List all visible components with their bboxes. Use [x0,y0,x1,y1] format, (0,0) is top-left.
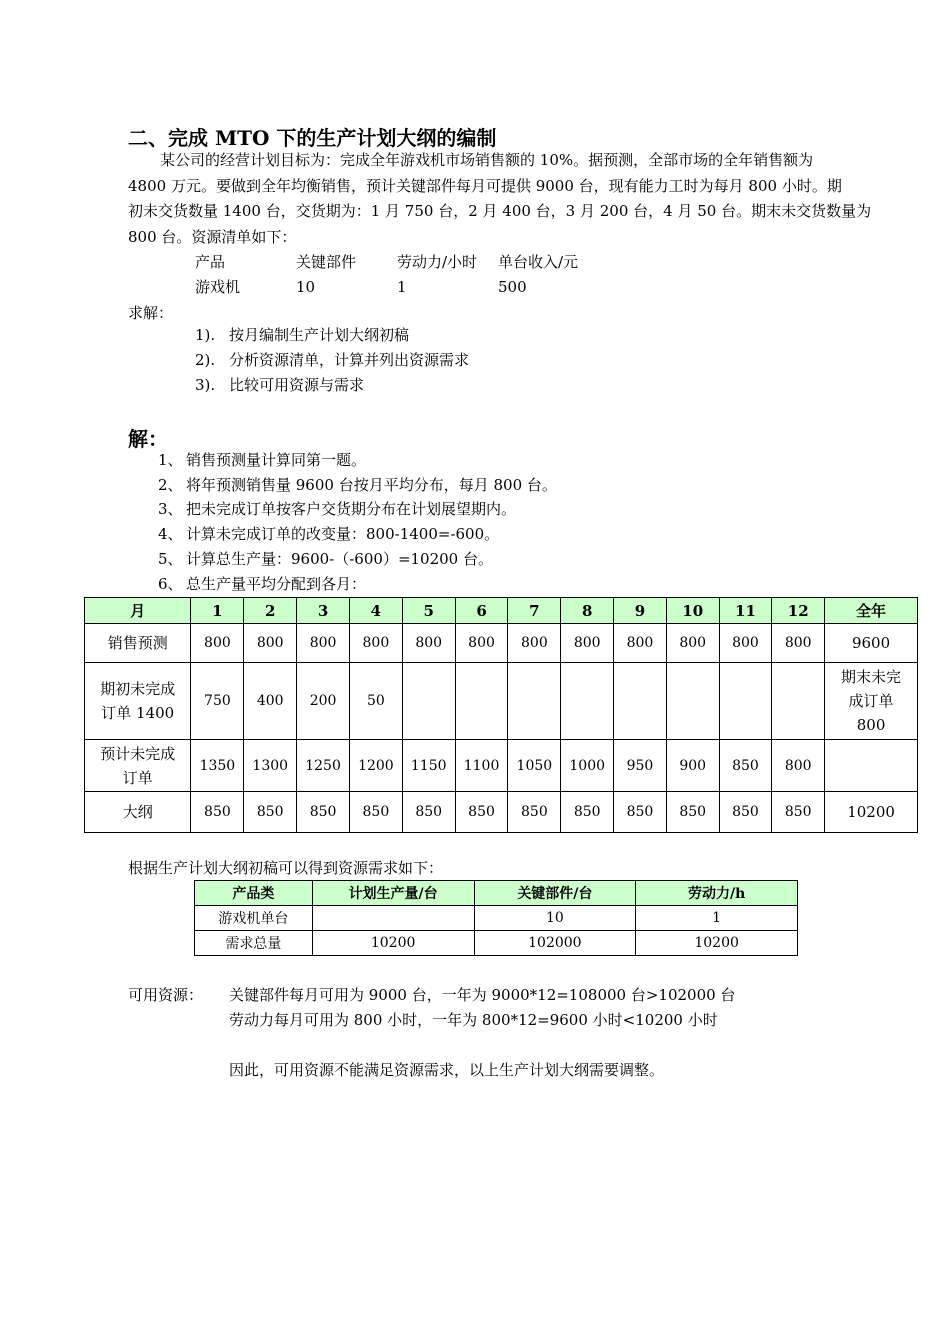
table-header-cell: 1 [191,598,244,624]
step-item [158,572,557,597]
table-header-cell: 4 [349,598,402,624]
resource-header: 单台收入/元 [498,253,579,271]
table-cell [508,663,561,740]
question-list [195,323,469,398]
table-cell: 800 [244,624,297,663]
table-cell: 800 [191,624,244,663]
table-cell: 850 [508,792,561,833]
table-cell: 750 [191,663,244,740]
available-label: 可用资源： [128,986,204,1004]
conclusion-text: 因此，可用资源不能满足资源需求，以上生产计划大纲需要调整。 [229,1061,665,1079]
question-text: 分析资源清单，计算并列出资源需求 [229,351,470,369]
step-item [158,547,557,572]
step-item [158,497,557,522]
step-text: 总生产量平均分配到各月： [186,574,367,593]
question-number: 3). [195,376,216,394]
table-cell: 850 [455,792,508,833]
resource-demand-table [194,880,798,956]
table-cell: 850 [297,792,350,833]
table-header-cell: 月 [85,598,191,624]
table-cell: 需求总量 [195,931,313,956]
table-header-cell: 3 [297,598,350,624]
table-header-cell: 9 [614,598,667,624]
table-header-cell: 2 [244,598,297,624]
table-cell: 850 [772,792,825,833]
table-header-cell: 计划生产量/台 [312,881,474,906]
table-cell: 800 [455,624,508,663]
table-cell: 800 [666,624,719,663]
step-text: 销售预测量计算同第一题。 [186,451,367,469]
question-label: 求解： [128,304,174,322]
table-cell: 游戏机单台 [195,906,313,931]
table-cell: 200 [297,663,350,740]
table-row [195,931,798,956]
table-cell: 850 [719,792,772,833]
step-text: 计算总生产量：9600-（-600）=10200 台。 [186,549,493,568]
table-cell: 850 [191,792,244,833]
table-cell: 800 [772,624,825,663]
table-cell [561,663,614,740]
table-header-cell: 劳动力/h [636,881,798,906]
table-cell: 10 [474,906,636,931]
table-cell [312,906,474,931]
page-title: 二、完成 MTO 下的生产计划大纲的编制 [128,126,497,150]
question-text: 按月编制生产计划大纲初稿 [229,326,410,344]
table-cell: 850 [614,792,667,833]
step-number: 6、 [158,574,183,593]
step-text: 将年预测销售量 9600 台按月平均分布，每月 800 台。 [186,475,557,494]
step-item [158,473,557,498]
question-item [195,348,469,373]
table-header-row [195,881,798,906]
step-text: 计算未完成订单的改变量：800-1400=-600。 [186,525,500,544]
table-header-cell: 11 [719,598,772,624]
table-header-cell: 10 [666,598,719,624]
table-header-cell: 5 [402,598,455,624]
table-cell: 50 [349,663,402,740]
table-cell: 800 [402,624,455,663]
step-item [158,448,557,473]
row-label: 预计未完成订单 [85,740,191,792]
table-cell: 10200 [825,792,918,833]
table-row [85,663,918,740]
table-cell [402,663,455,740]
question-number: 1). [195,326,216,344]
table-header-cell: 12 [772,598,825,624]
resource-header: 产品 [195,253,226,271]
question-item [195,373,469,398]
intro-line: 某公司的经营计划目标为：完成全年游戏机市场销售额的 10%。据预测，全部市场的全年销售额为 [160,151,814,169]
table-cell [772,663,825,740]
table-cell: 850 [244,792,297,833]
step-text: 把未完成订单按客户交货期分布在计划展望期内。 [186,500,517,519]
resource-value: 1 [397,278,407,296]
step-number: 2、 [158,475,183,494]
table-cell: 800 [561,624,614,663]
table-header-cell: 全年 [825,598,918,624]
available-line: 关键部件每月可用为 9000 台，一年为 9000*12=108000 台>102000 台 [229,986,736,1004]
row-label: 销售预测 [85,624,191,663]
table-cell [614,663,667,740]
resource-header: 劳动力/小时 [397,253,478,271]
resource-list [195,250,599,300]
table-cell: 期末未完成订单 800 [825,663,918,740]
table-cell: 10200 [636,931,798,956]
resource-value: 10 [296,278,316,296]
table-cell: 900 [666,740,719,792]
table-cell: 400 [244,663,297,740]
table-cell: 850 [349,792,402,833]
table-cell: 1200 [349,740,402,792]
table-cell: 1250 [297,740,350,792]
intro-paragraph [128,148,872,250]
question-item [195,323,469,348]
resource-intro: 根据生产计划大纲初稿可以得到资源需求如下： [128,859,444,877]
table-cell: 102000 [474,931,636,956]
table-header-cell: 产品类 [195,881,313,906]
table-cell: 800 [297,624,350,663]
intro-line: 800 台。资源清单如下： [128,227,297,246]
table-header-cell: 8 [561,598,614,624]
step-number: 3、 [158,500,183,519]
table-cell: 800 [614,624,667,663]
step-item [158,522,557,547]
table-cell: 850 [561,792,614,833]
resource-value: 游戏机 [195,278,241,296]
table-header-cell: 7 [508,598,561,624]
table-cell: 10200 [312,931,474,956]
table-cell: 9600 [825,624,918,663]
available-line: 劳动力每月可用为 800 小时，一年为 800*12=9600 小时<10200 小时 [229,1011,718,1029]
step-number: 4、 [158,525,183,544]
table-cell: 850 [666,792,719,833]
table-cell: 1350 [191,740,244,792]
table-cell: 1100 [455,740,508,792]
table-cell: 950 [614,740,667,792]
table-row [85,792,918,833]
table-header-cell: 6 [455,598,508,624]
row-label: 大纲 [85,792,191,833]
step-number: 5、 [158,549,183,568]
available-resources [128,983,735,1083]
table-cell [825,740,918,792]
row-label: 期初未完成订单 1400 [85,663,191,740]
table-cell: 800 [508,624,561,663]
table-cell: 800 [349,624,402,663]
resource-value: 500 [498,278,527,296]
table-cell: 1000 [561,740,614,792]
table-cell: 800 [719,624,772,663]
question-number: 2). [195,351,216,369]
table-row [195,906,798,931]
table-cell: 1050 [508,740,561,792]
table-cell: 1 [636,906,798,931]
table-cell [666,663,719,740]
resource-list-row [195,275,599,300]
question-text: 比较可用资源与需求 [229,376,365,394]
intro-line: 4800 万元。要做到全年均衡销售，预计关键部件每月可提供 9000 台，现有能力工时为每月 800 小时。期 [128,176,842,195]
table-header-cell: 关键部件/台 [474,881,636,906]
table-row [85,624,918,663]
table-cell: 850 [719,740,772,792]
table-header-row [85,598,918,624]
table-cell: 850 [402,792,455,833]
production-plan-table [84,597,918,833]
table-cell [719,663,772,740]
resource-list-header [195,250,599,275]
table-cell [455,663,508,740]
answer-heading: 解： [128,427,168,451]
table-cell: 1150 [402,740,455,792]
table-cell: 1300 [244,740,297,792]
table-cell: 800 [772,740,825,792]
step-number: 1、 [158,451,183,469]
solution-steps [158,448,557,596]
table-row [85,740,918,792]
intro-line: 初未交货数量 1400 台，交货期为：1 月 750 台，2 月 400 台，3 月 200 台，4 月 50 台。期末未交货数量为 [128,202,872,220]
resource-header: 关键部件 [296,253,357,271]
